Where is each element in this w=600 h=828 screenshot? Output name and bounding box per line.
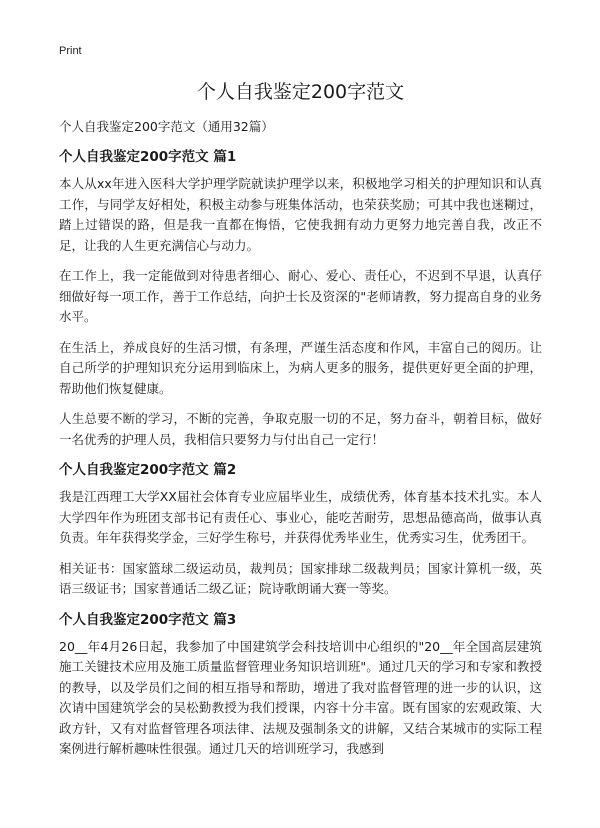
section-heading: 个人自我鉴定200字范文 篇1 <box>59 149 237 165</box>
paragraph: 我是江西理工大学XX届社会体育专业应届毕业生，成绩优秀，体育基本技术扎实。本人大学四年作为班团支部书记有责任心、事业心，能吃苦耐劳，思想品德高尚，做事认真负责。年年获得奖学金，三好学生称号，并获得优秀毕业生，优秀实习生，优秀团干。 <box>59 489 542 545</box>
section-heading: 个人自我鉴定200字范文 篇2 <box>59 462 237 478</box>
section-3 <box>59 610 542 760</box>
paragraph: 在工作上，我一定能做到对待患者细心、耐心、爱心、责任心，不迟到不早退，认真仔细做好每一项工作，善于工作总结，向护士长及资深的"老师请教，努力提高自身的业务水平。 <box>59 268 542 324</box>
paragraph: 相关证书：国家篮球二级运动员，裁判员；国家排球二级裁判员；国家计算机一级，英语三级证书；国家普通话二级乙证；院诗歌朗诵大赛一等奖。 <box>59 560 542 596</box>
section-1 <box>59 147 542 450</box>
document-subtitle: 个人自我鉴定200字范文（通用32篇） <box>59 119 274 134</box>
print-label: Print <box>59 45 82 57</box>
paragraph: 在生活上，养成良好的生活习惯，有条理，严谨生活态度和作风，丰富自己的阅历。让自己所学的护理知识充分运用到临床上，为病人更多的服务，提供更好更全面的护理，帮助他们恢复健康。 <box>59 339 542 396</box>
document-title: 个人自我鉴定200字范文 <box>196 81 405 103</box>
paragraph: 本人从xx年进入医科大学护理学院就读护理学以来，积极地学习相关的护理知识和认真工作，与同学友好相处，积极主动参与班集体活动，也荣获奖励；可其中我也迷糊过，踏上过错误的路，但是我一直都在悔悟，它使我拥有动力更努力地完善自我，改正不足，让我的人生更充满信心与动力。 <box>59 176 542 253</box>
paragraph: 人生总要不断的学习，不断的完善，争取克服一切的不足，努力奋斗，朝着目标，做好一名优秀的护理人员，我相信只要努力与付出自己一定行！ <box>59 411 542 447</box>
section-2 <box>59 460 542 600</box>
paragraph: 20__年4月26日起，我参加了中国建筑学会科技培训中心组织的"20__年全国高层建筑施工关键技术应用及施工质量监督管理业务知识培训班"。通过几天的学习和专家和教授的教导，以及学员们之间的相互指导和帮助，增进了我对监督管理的进一步的认识，这次请中国建筑学会的吴松勤教授为我们授课，内容十分丰富。既有国家的宏观政策、大政方针，又有对监督管理各项法律、法规及强制条文的讲解，又结合某城市的实际工程案例进行解析趣味性很强。通过几天的培训班学习，我感到 <box>59 638 542 756</box>
section-heading: 个人自我鉴定200字范文 篇3 <box>59 611 237 628</box>
